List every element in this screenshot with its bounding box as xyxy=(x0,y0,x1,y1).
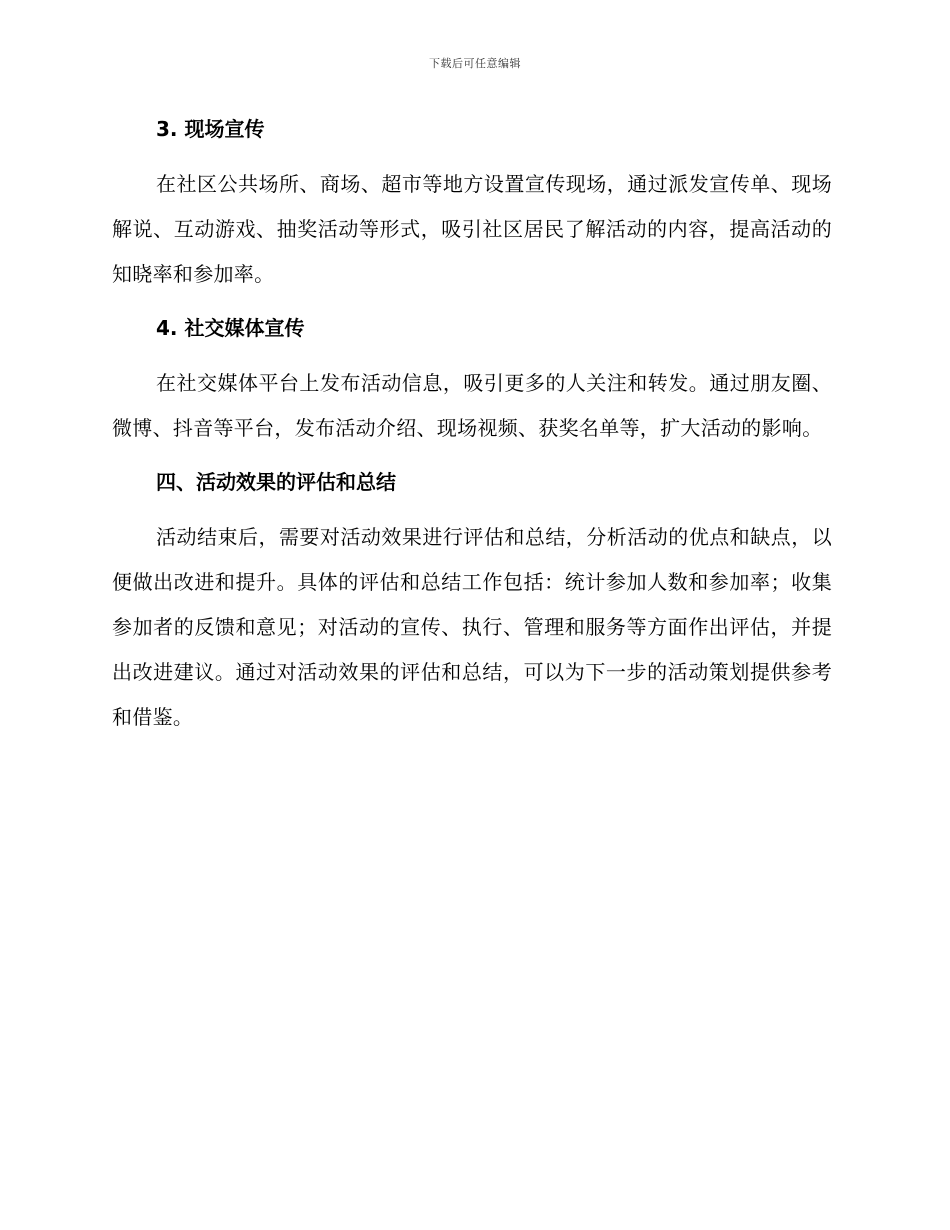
section-paragraph-evaluation-summary: 活动结束后，需要对活动效果进行评估和总结，分析活动的优点和缺点，以便做出改进和提升。具体的评估和总结工作包括：统计参加人数和参加率；收集参加者的反馈和意见；对活动的宣传、执行、管理和服务等方面作出评估，并提出改进建议。通过对活动效果的评估和总结，可以为下一步的活动策划提供参考和借鉴。 xyxy=(112,525,832,729)
section-heading-social-media: 4. 社交媒体宣传 xyxy=(156,316,305,340)
document-body xyxy=(112,110,832,752)
page-header-note: 下载后可任意编辑 xyxy=(429,57,521,70)
section-heading-evaluation-summary: 四、活动效果的评估和总结 xyxy=(156,470,396,494)
section-paragraph-on-site-promotion: 在社区公共场所、商场、超市等地方设置宣传现场，通过派发宣传单、现场解说、互动游戏、抽奖活动等形式，吸引社区居民了解活动的内容，提高活动的知晓率和参加率。 xyxy=(112,172,832,286)
section-paragraph-social-media: 在社交媒体平台上发布活动信息，吸引更多的人关注和转发。通过朋友圈、微博、抖音等平台，发布活动介绍、现场视频、获奖名单等，扩大活动的影响。 xyxy=(112,371,832,440)
section-heading-on-site-promotion: 3. 现场宣传 xyxy=(156,117,265,141)
